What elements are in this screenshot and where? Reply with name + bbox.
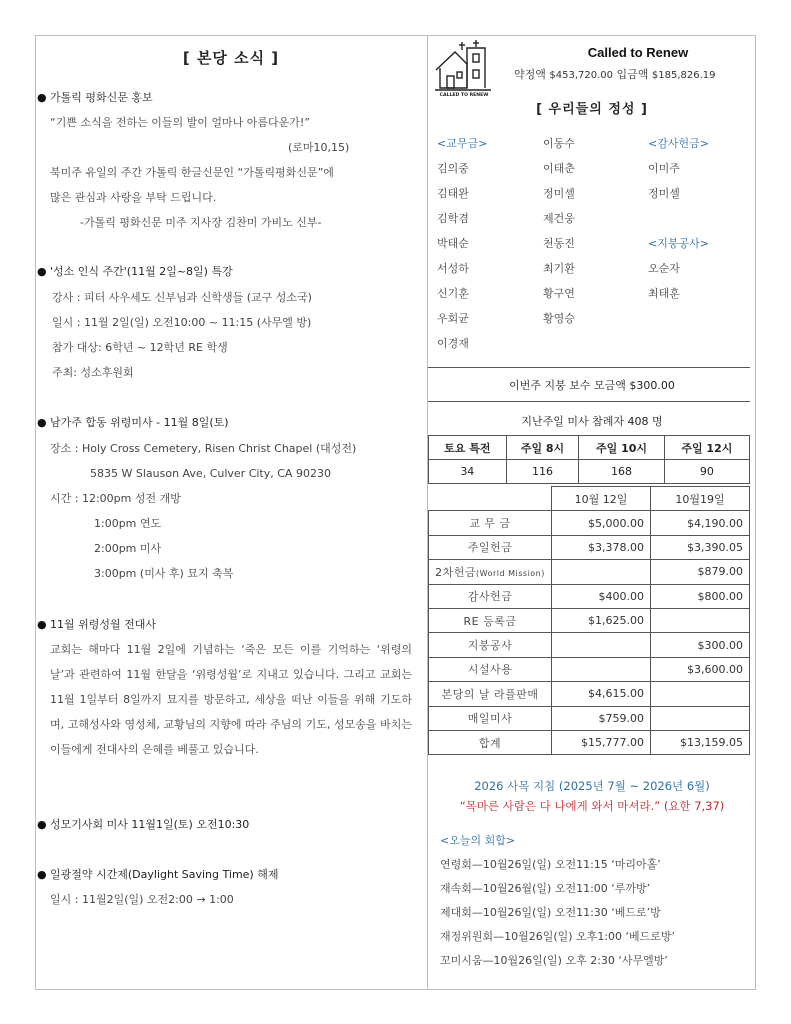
donor-name: 최태훈 [648,287,680,300]
attendance-header: 주일 12시 [664,436,749,460]
received-amount: $185,826.19 [651,70,716,81]
donor-heading: <교무금> [437,137,488,150]
meeting-item: 제대회—10월26일(일) 오전11:30 ‘베드로’방 [440,906,661,919]
news-heading-indulgence: 11월 위령성월 전대사 [50,618,156,631]
campaign-amounts [514,66,716,82]
row-label: 감사헌금 [429,584,552,608]
donor-name: 이동수 [543,137,575,150]
news-line: 1:00pm 연도 [94,517,162,530]
amount-week1 [552,633,651,657]
attendance-table [428,435,750,484]
amount-week1: $5,000.00 [552,511,651,535]
campaign-title: Called to Renew [587,45,689,60]
news-line: 5835 W Slauson Ave, Culver City, CA 90230 [90,467,331,480]
news-line: 주최: 성소후원회 [52,366,134,379]
bullet-icon: ● [37,868,47,881]
row-label: 본당의 날 라플판매 [429,682,552,706]
table-row [429,535,750,559]
amount-week2: $13,159.05 [651,730,750,754]
donor-name: 오순자 [648,262,680,275]
amount-week1: $4,615.00 [552,682,651,706]
pastoral-plan-title: 2026 사목 지침 (2025년 7월 ~ 2026년 6월) [474,779,710,793]
meeting-item: 꼬미시움—10월26일(일) 오후 2:30 ‘사무엘방’ [440,954,668,967]
news-line: 일시 : 11월 2일(일) 오전10:00 ~ 11:15 (사무엘 방) [52,316,312,329]
table-row [429,560,750,584]
news-heading-knights-mass: 성모기사회 미사 11월1일(토) 오전10:30 [50,818,250,831]
table-row [429,633,750,657]
donor-name: 이태춘 [543,162,575,175]
parish-news-title: [ 본당 소식 ] [182,49,280,67]
amount-week2: $4,190.00 [651,511,750,535]
donor-heading: <지붕공사> [648,237,709,250]
amount-week2: $3,390.05 [651,535,750,559]
pastoral-plan-verse: “목마른 사람은 다 나에게 와서 마셔라.” (요한 7,37) [459,799,725,813]
meetings-title: <오늘의 회합> [440,834,516,847]
parish-news-column [35,35,427,990]
news-line: 많은 관심과 사랑을 부탁 드립니다. [50,191,217,204]
table-row-total [429,730,750,754]
amount-week2 [651,706,750,730]
divider [428,367,750,368]
donor-name: 이미주 [648,162,680,175]
giving-column [428,35,756,990]
row-label: 합계 [429,730,552,754]
attendance-value: 116 [506,460,579,484]
donor-name: 천동진 [543,237,575,250]
attendance-header: 주일 10시 [579,436,664,460]
row-label: 지붕공사 [429,633,552,657]
amount-week2: $3,600.00 [651,657,750,681]
news-line: 강사 : 피터 사우세도 신부님과 신학생들 (교구 성소국) [52,291,312,304]
church-logo-icon [433,38,495,98]
donor-name: 신기훈 [437,287,469,300]
attendance-value: 168 [579,460,664,484]
row-label: 교 무 금 [429,511,552,535]
roof-fund-total: 이번주 지붕 보수 모금액 $300.00 [509,379,675,392]
meeting-item: 연령회—10월26일(일) 오전11:15 ‘마리아홀’ [440,858,661,871]
amount-week1: $759.00 [552,706,651,730]
bullet-icon: ● [37,818,47,831]
donor-heading: <감사헌금> [648,137,709,150]
news-line: (로마10,15) [288,141,350,154]
news-line: 2:00pm 미사 [94,542,162,555]
row-label: 주일헌금 [429,535,552,559]
amount-week2: $300.00 [651,633,750,657]
donor-name: 제건웅 [543,212,575,225]
donor-name: 이경재 [437,337,469,350]
bullet-icon: ● [37,265,47,278]
news-line: 시간 : 12:00pm 성전 개방 [50,492,181,505]
divider [428,401,750,402]
amount-week2 [651,608,750,632]
table-row [429,608,750,632]
donor-name: 김의중 [437,162,469,175]
donor-name: 서성하 [437,262,469,275]
amount-week2: $800.00 [651,584,750,608]
attendance-header: 주일 8시 [506,436,579,460]
donor-name: 김태완 [437,187,469,200]
row-label: RE 등록금 [429,608,552,632]
bullet-icon: ● [37,91,47,104]
donor-name: 최기환 [543,262,575,275]
donor-name: 우회균 [437,312,469,325]
news-line: “기쁜 소식을 전하는 이들의 발이 얼마나 아름다운가!” [50,116,310,129]
amount-week2: $879.00 [651,560,750,584]
donor-name: 정미셸 [543,187,575,200]
donor-name: 박태순 [437,237,469,250]
attendance-title: 지난주일 미사 참례자 408 명 [521,415,663,428]
table-row [429,584,750,608]
amount-week1 [552,560,651,584]
news-line: 일시 : 11월2일(일) 오전2:00 → 1:00 [50,893,234,906]
donor-name: 황구연 [543,287,575,300]
news-heading-peace-newspaper: 가톨릭 평화신문 홍보 [50,91,153,104]
pledge-label: 약정액 [514,68,546,81]
svg-text:CALLED TO RENEW: CALLED TO RENEW [439,93,489,98]
meeting-item: 재속회—10월26월(일) 오전11:00 ‘루까방’ [440,882,651,895]
amount-week1: $400.00 [552,584,651,608]
donor-name: 김학겸 [437,212,469,225]
meeting-item: 재정위원회—10월26일(일) 오후1:00 ‘베드로방’ [440,930,676,943]
donor-name: 황영승 [543,312,575,325]
row-label: 매일미사 [429,706,552,730]
news-line: -가톨릭 평화신문 미주 지사장 김찬미 가비노 신부- [80,216,322,229]
news-line: 장소 : Holy Cross Cemetery, Risen Christ Chapel (대성전) [50,442,357,455]
attendance-value: 34 [429,460,507,484]
row-label-note: (World Mission) [476,568,545,578]
news-heading-dst: 일광절약 시간제(Daylight Saving Time) 해제 [50,868,279,881]
amount-week1: $15,777.00 [552,730,651,754]
news-line: 3:00pm (미사 후) 묘지 축복 [94,567,234,580]
row-label: 시설사용 [429,657,552,681]
table-cell-empty [429,487,552,511]
date-header: 10월19일 [651,487,750,511]
amount-week1: $3,378.00 [552,535,651,559]
table-row [429,706,750,730]
table-row [429,511,750,535]
news-heading-memorial-mass: 남가주 합동 위령미사 - 11월 8일(토) [50,416,229,429]
amount-week2 [651,682,750,706]
finance-table [428,486,750,755]
attendance-header: 토요 특전 [429,436,507,460]
donor-name: 정미셸 [648,187,680,200]
bullet-icon: ● [37,416,47,429]
news-line: 북미주 유일의 주간 가톨릭 한글신문인 “가톨릭평화신문”에 [50,166,334,179]
bullet-icon: ● [37,618,47,631]
pledge-amount: $453,720.00 [549,70,614,81]
row-label-main: 2차헌금 [435,565,477,579]
news-heading-vocation-week: '성소 인식 주간'(11월 2일~8일) 특강 [50,265,233,278]
news-line: 참가 대상: 6학년 ~ 12학년 RE 학생 [52,341,228,354]
table-row [429,682,750,706]
amount-week1 [552,657,651,681]
table-row [429,657,750,681]
row-label [429,560,552,584]
giving-title: [ 우리들의 정성 ] [536,102,648,117]
amount-week1: $1,625.00 [552,608,651,632]
date-header: 10월 12일 [552,487,651,511]
received-label: 입금액 [616,68,649,81]
attendance-value: 90 [664,460,749,484]
news-paragraph: 교회는 해마다 11월 2일에 기념하는 ‘죽은 모든 이를 기억하는 ‘위령의 날’과 관련하여 11월 한달을 ‘위령성월’로 지내고 있습니다. 그리고 교회는 11월 1일부터 8일까지 묘지를 방문하고, 세상을 떠난 이들을 위해 기도하며, 고해성사와 영성체, 교황님의 지향에 따라 주님의 기도, 성모송을 바치는 이들에게 전대사의 은혜를 베풀고 있습니다. [50,643,412,756]
